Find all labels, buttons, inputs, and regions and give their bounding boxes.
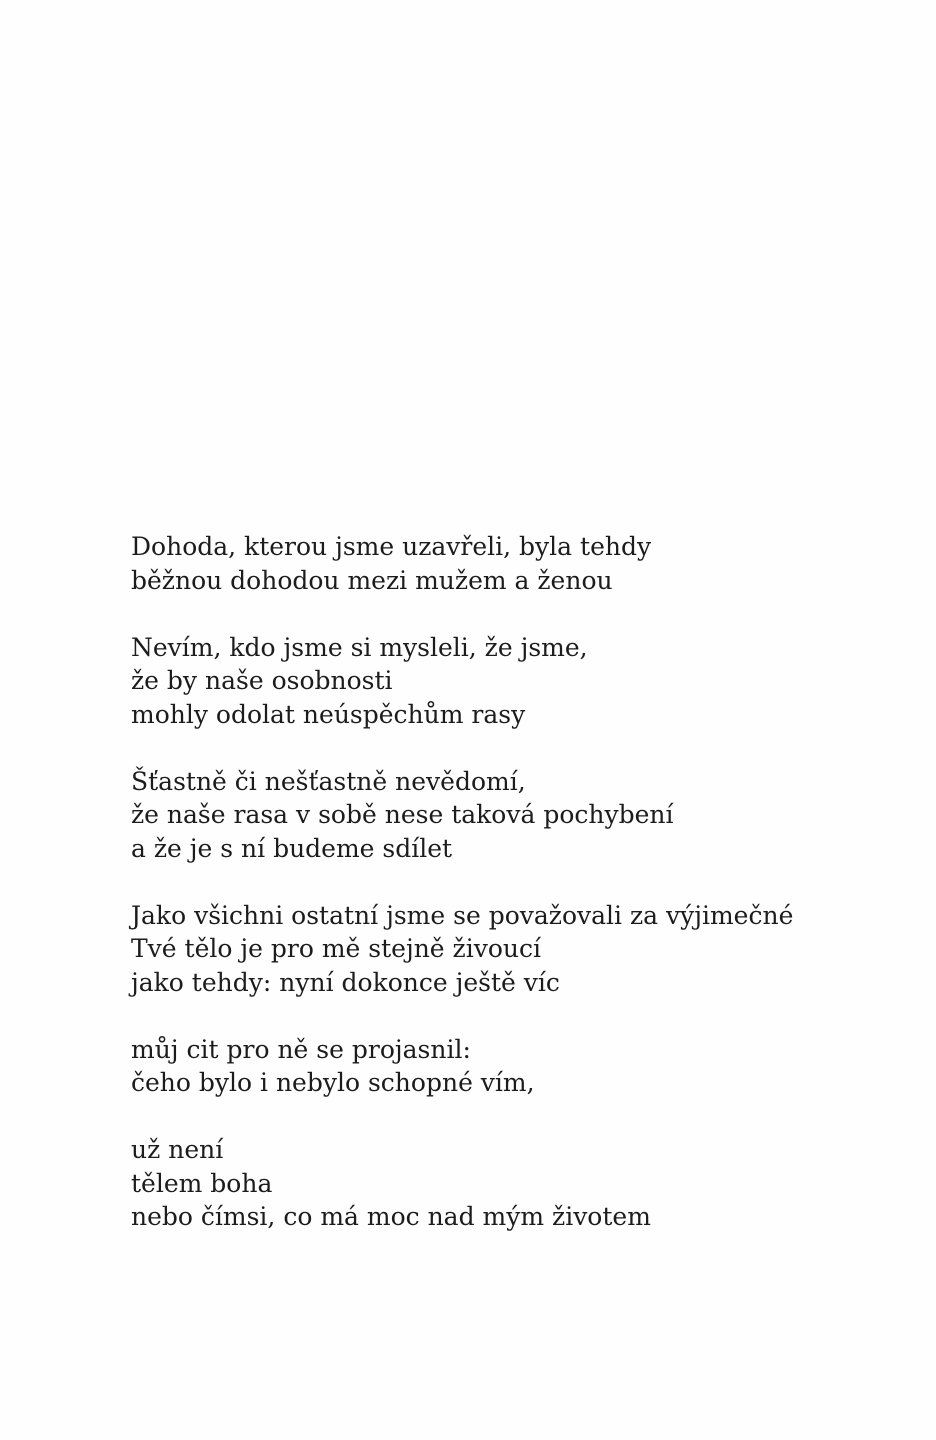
poem-line: jako tehdy: nyní dokonce ještě víc bbox=[131, 967, 560, 997]
poem-body bbox=[131, 530, 851, 1267]
poem-line: Nevím, kdo jsme si mysleli, že jsme, bbox=[131, 632, 588, 662]
stanza-3 bbox=[131, 765, 851, 866]
poem-line: že by naše osobnosti bbox=[131, 666, 393, 695]
poem-line: můj cit pro ně se projasnil: bbox=[131, 1034, 471, 1064]
poem-line: už není bbox=[131, 1135, 224, 1164]
poem-line: Jako všichni ostatní jsme se považovali za výjimečné bbox=[131, 900, 794, 930]
poem-line: mohly odolat neúspěchům rasy bbox=[131, 699, 526, 729]
stanza-6 bbox=[131, 1133, 851, 1234]
stanza-4 bbox=[131, 899, 851, 1000]
poem-line: čeho bylo i nebylo schopné vím, bbox=[131, 1068, 535, 1097]
poem-line: a že je s ní budeme sdílet bbox=[131, 833, 453, 863]
poem-line: běžnou dohodou mezi mužem a ženou bbox=[131, 565, 613, 595]
poem-line: nebo čímsi, co má moc nad mým životem bbox=[131, 1202, 651, 1231]
stanza-1 bbox=[131, 530, 851, 597]
poem-line: tělem boha bbox=[131, 1168, 273, 1198]
stanza-2 bbox=[131, 631, 851, 732]
poem-line: Dohoda, kterou jsme uzavřeli, byla tehdy bbox=[131, 532, 652, 561]
stanza-5 bbox=[131, 1033, 851, 1100]
poem-line: Tvé tělo je pro mě stejně živoucí bbox=[131, 934, 541, 963]
poem-line: Šťastně či nešťastně nevědomí, bbox=[131, 766, 526, 796]
poem-line: že naše rasa v sobě nese taková pochybení bbox=[131, 800, 674, 829]
